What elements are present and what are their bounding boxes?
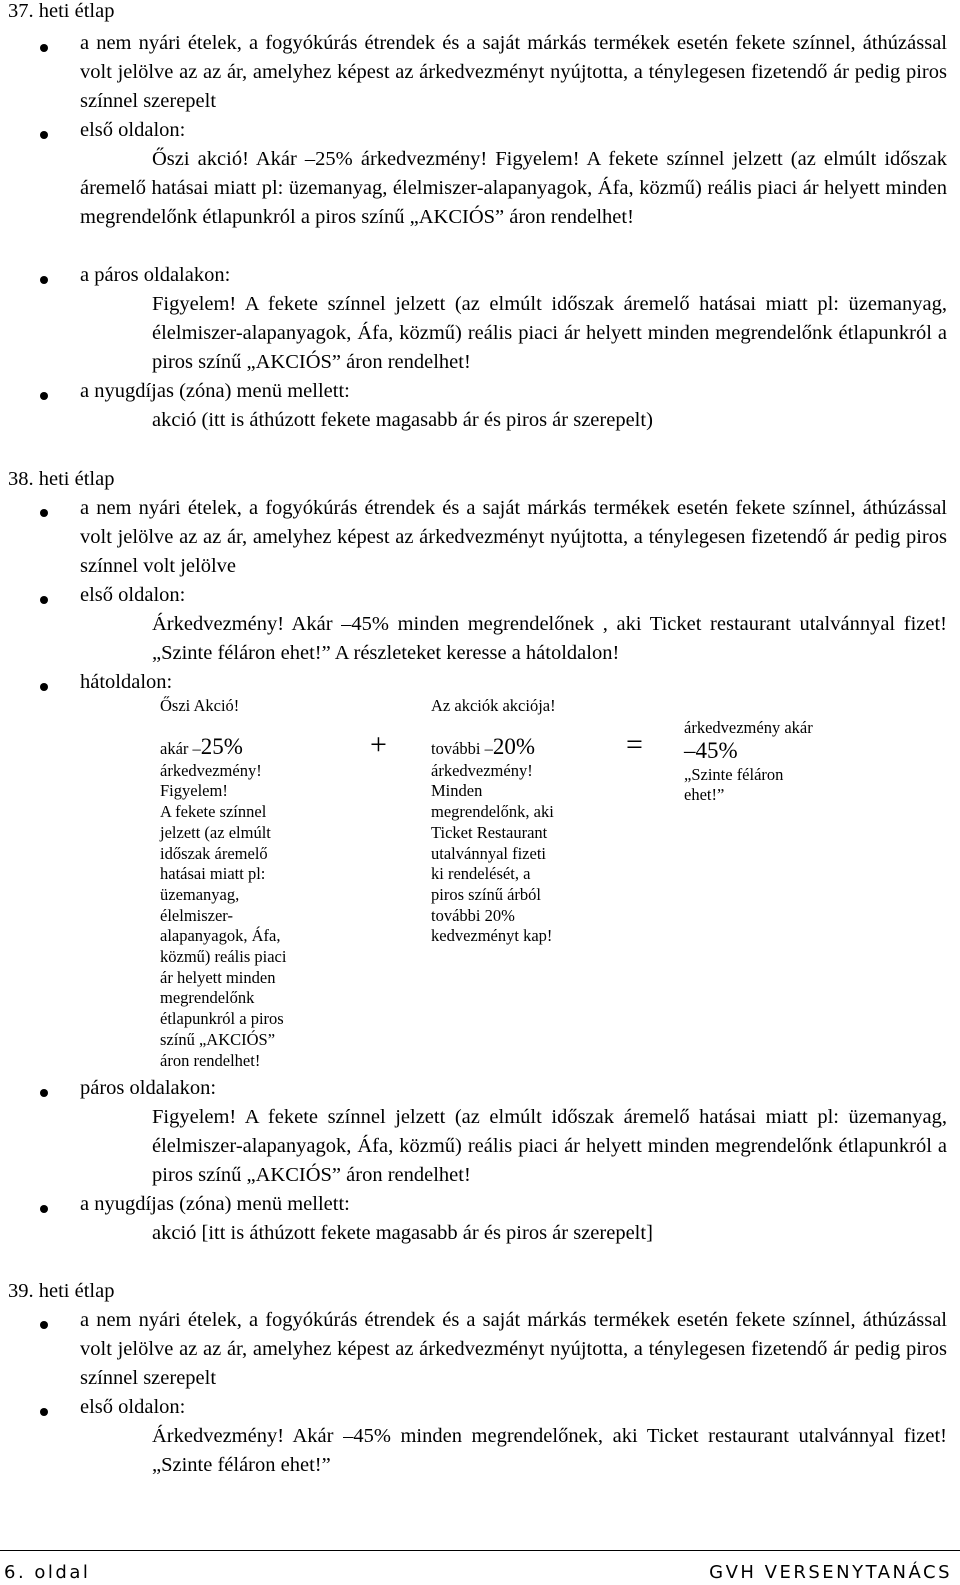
bullet-dot (40, 509, 48, 517)
bullet-dot (40, 1321, 48, 1329)
bullet-dot (40, 276, 48, 284)
offer-discount-line (160, 735, 360, 761)
week-38-first-page-label: első oldalon: (80, 584, 186, 606)
week-39-first-page-label: első oldalon: (80, 1396, 186, 1418)
offer-discount-prefix: további – (431, 738, 493, 758)
offer-body-line: árkedvezmény! (431, 760, 533, 780)
offer-body (160, 761, 360, 1072)
plus-sign: + (370, 728, 387, 761)
week-38-back-page-label: hátoldalon: (80, 671, 173, 693)
footer-divider (0, 1550, 960, 1551)
offer-body (684, 765, 884, 806)
week-38-even-pages-text: Figyelem! A fekete színnel jelzett (az elmúlt időszak áremelő hatásai miatt pl: üzemanyag, élelmiszer-alapanyagok, Áfa, közmű) reális piaci ár helyett minden megrendelőnk étlapunkról a piros színű „AKCIÓS” áron rendelhet! (152, 1106, 947, 1186)
week-39-bullet-1: a nem nyári ételek, a fogyókúrás étrendek és a saját márkás termékek esetén fekete színnel, áthúzással volt jelölve az az ár, amelyhez képest az árkedvezményt nyújtotta, a ténylegesen fizetendő ár pedig piros színnel szerepelt (80, 1309, 947, 1389)
offer-total-discount (684, 739, 884, 765)
week-39-title: 39. heti étlap (8, 1280, 115, 1302)
offer-body-line: utalvánnyal fizeti (431, 843, 546, 863)
bullet-dot (40, 596, 48, 604)
offer-body-line: ki rendelését, a (431, 864, 531, 884)
offer-body-line: élelmiszer- (160, 905, 233, 925)
offer-body-line: A fekete színnel (160, 802, 267, 822)
offer-body-line: ár helyett minden (160, 967, 276, 987)
offer-body-line: étlapunkról a piros (160, 1009, 284, 1029)
offer-body-line: színű „AKCIÓS” (160, 1029, 276, 1049)
bullet-dot (40, 44, 48, 52)
offer-discount-prefix: akár – (160, 738, 201, 758)
offer-body-line: árkedvezmény! (160, 760, 262, 780)
offer-discount-line (431, 735, 631, 761)
offer-body-line: alapanyagok, Áfa, (160, 926, 281, 946)
offer-body-line: további 20% (431, 905, 515, 925)
footer-page-number: 6. oldal (4, 1562, 91, 1583)
week-37-pension-label: a nyugdíjas (zóna) menü mellett: (80, 380, 350, 402)
offer-column-extra (431, 696, 631, 947)
offer-body-line: megrendelőnk, aki (431, 802, 554, 822)
offer-heading: Az akciók akciója! (431, 696, 556, 715)
offer-column-autumn (160, 696, 360, 1071)
week-38-title: 38. heti étlap (8, 468, 115, 490)
offer-body-line: ehet!” (684, 785, 725, 805)
week-38-even-pages-label: páros oldalakon: (80, 1077, 217, 1099)
offer-body-line: áron rendelhet! (160, 1050, 261, 1070)
week-37-bullet-1: a nem nyári ételek, a fogyókúrás étrendek és a saját márkás termékek esetén fekete színnel, áthúzással volt jelölve az az ár, amelyhez képest az árkedvezményt nyújtotta, a ténylegesen fizetendő ár pedig piros színnel szerepelt (80, 32, 947, 112)
week-39-first-page-text: Árkedvezmény! Akár –45% minden megrendelőnek, aki Ticket restaurant utalvánnyal fizet! „Szinte féláron ehet!” (152, 1425, 947, 1476)
offer-body-line: Minden (431, 781, 483, 801)
week-38-bullet-1: a nem nyári ételek, a fogyókúrás étrendek és a saját márkás termékek esetén fekete színnel, áthúzással volt jelölve az az ár, amelyhez képest az árkedvezményt nyújtotta, a ténylegesen fizetendő ár pedig piros színnel volt jelölve (80, 497, 947, 577)
bullet-dot (40, 392, 48, 400)
bullet-dot (40, 1408, 48, 1416)
week-38-first-page-text: Árkedvezmény! Akár –45% minden megrendelőnek , aki Ticket restaurant utalvánnyal fizet! „Szinte féláron ehet!” A részleteket keresse a hátoldalon! (152, 613, 947, 664)
week-37-title: 37. heti étlap (8, 0, 115, 22)
offer-body-line: piros színű árból (431, 884, 541, 904)
offer-body-line: megrendelőnk (160, 988, 255, 1008)
offer-body-line: Ticket Restaurant (431, 822, 548, 842)
offer-body-line: jelzett (az elmúlt (160, 822, 271, 842)
equals-sign: = (626, 728, 643, 761)
offer-heading: Őszi Akció! (160, 696, 240, 715)
bullet-dot (40, 131, 48, 139)
offer-body-line: Figyelem! (160, 781, 228, 801)
offer-body-line: „Szinte féláron (684, 764, 784, 784)
offer-heading: árkedvezmény akár (684, 718, 813, 737)
offer-discount-value: 20% (492, 733, 536, 759)
offer-total-value: –45% (684, 737, 738, 763)
offer-column-total (684, 718, 884, 806)
week-38-pension-label: a nyugdíjas (zóna) menü mellett: (80, 1193, 350, 1215)
bullet-dot (40, 1089, 48, 1097)
week-37-even-pages-label: a páros oldalakon: (80, 264, 231, 286)
week-37-even-pages-text: Figyelem! A fekete színnel jelzett (az elmúlt időszak áremelő hatásai miatt pl: üzemanyag, élelmiszer-alapanyagok, Áfa, közmű) reális piaci ár helyett minden megrendelőnk étlapunkról a piros színű „AKCIÓS” áron rendelhet! (152, 293, 947, 373)
footer-organization: GVH VERSENYTANÁCS (709, 1562, 952, 1583)
bullet-dot (40, 1205, 48, 1213)
week-37-first-page-label: első oldalon: (80, 119, 186, 141)
offer-body-line: kedvezményt kap! (431, 926, 553, 946)
offer-body-line: időszak áremelő (160, 843, 268, 863)
offer-body-line: üzemanyag, (160, 884, 240, 904)
offer-body-line: közmű) reális piaci (160, 947, 287, 967)
offer-discount-value: 25% (200, 733, 243, 759)
week-37-first-page-text: Őszi akció! Akár –25% árkedvezmény! Figyelem! A fekete színnel jelzett (az elmúlt időszak áremelő hatásai miatt pl: üzemanyag, élelmiszer-alapanyagok, Áfa, közmű) reális piaci ár helyett minden megrendelőnk étlapunkról a piros színű „AKCIÓS” áron rendelhet! (80, 148, 947, 228)
offer-body (431, 761, 631, 947)
offer-body-line: hatásai miatt pl: (160, 864, 266, 884)
week-37-pension-text: akció (itt is áthúzott fekete magasabb ár és piros ár szerepelt) (152, 409, 653, 431)
week-38-pension-text: akció [itt is áthúzott fekete magasabb ár és piros ár szerepelt] (152, 1222, 653, 1244)
bullet-dot (40, 683, 48, 691)
